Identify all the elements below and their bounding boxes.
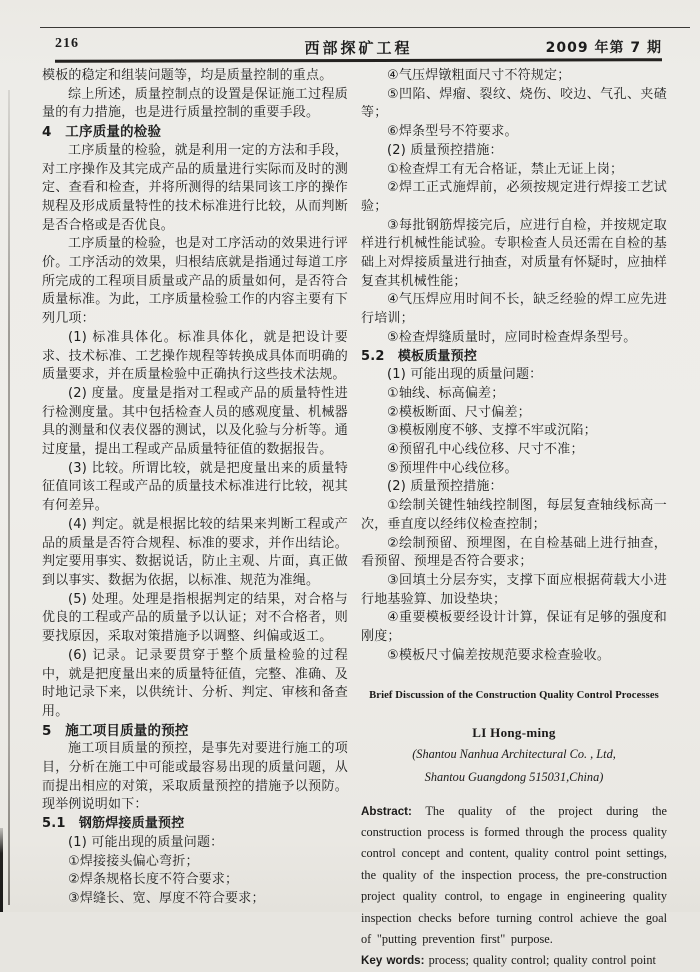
list-item: ②绘制预留、预埋图，在自检基础上进行抽查，看预留、预埋是否符合要求； — [361, 535, 667, 570]
list-item: ③焊缝长、宽、厚度不符合要求； — [68, 890, 265, 906]
list-item: ①轴线、标高偏差； — [387, 385, 505, 401]
section-heading-4: 4 工序质量的检验 — [42, 124, 162, 141]
list-item: ⑥焊条型号不符要求。 — [387, 124, 518, 140]
list-item: (5) 处理。处理是指根据判定的结果，对合格与优良的工程或产品的质量予以认证；对不合格者，则要找原因，采取对策措施予以调整、纠偏或返工。 — [42, 591, 348, 645]
list-item: ④气压焊应用时间不长，缺乏经验的焊工应先进行培训； — [361, 292, 667, 327]
list-item: (2) 度量。度量是指对工程或产品的质量特性进行检测度量。其中包括检查人员的感观度量、机械器具的测量和仪表仪器的测试，以及化验与分析等。通过度量，提出工程或产品质量特征值的数据报告。 — [42, 385, 348, 458]
list-item: (1) 可能出现的质量问题： — [387, 367, 543, 383]
author-name: LI Hong-ming — [472, 724, 556, 740]
list-item: ①检查焊工有无合格证，禁止无证上岗； — [387, 161, 624, 177]
paragraph-continuation: 模板的稳定和组装问题等，均是质量控制的重点。 — [42, 68, 333, 83]
list-item: (6) 记录。记录要贯穿于整个质量检验的过程中，就是把度量出来的质量特征值，完整、准确、及时地记录下来，以供统计、分析、判定、审核和备查用。 — [42, 647, 348, 719]
subsection-heading-5-1: 5.1 钢筋焊接质量预控 — [42, 816, 185, 832]
page-number: 216 — [55, 36, 79, 51]
list-item: ③每批钢筋焊接完后，应进行自检，并按规定取样进行机械性能试验。专职检查人员还需在自检的基础上对焊接质量进行抽查，对质量有怀疑时，应抽样复查其机械性能； — [361, 217, 667, 289]
list-item: ⑤模板尺寸偏差按规范要求检查验收。 — [387, 647, 611, 663]
issue-label: 2009 年第 7 期 — [545, 40, 662, 56]
list-item: (2) 质量预控措施： — [387, 479, 503, 495]
list-item: (1) 标准具体化。标准具体化，就是把设计要求、技术标准、工艺操作规程等转换成具体而明确的质量要求，并在质量检验中正确执行这些技术法规。 — [42, 329, 348, 383]
header-rule-top — [40, 27, 690, 28]
paragraph: 综上所述，质量控制点的设置是保证施工过程质量的有力措施，也是进行质量控制的重要手段。 — [42, 86, 348, 121]
abstract-label: Abstract: — [361, 804, 412, 818]
list-item: ④气压焊镦粗面尺寸不符规定； — [387, 68, 571, 83]
list-item: ③回填土分层夯实，支撑下面应根据荷载大小进行地基验算、加设垫块； — [361, 572, 667, 607]
journal-title: 西部探矿工程 — [304, 39, 413, 57]
list-item: ⑤预埋件中心线位移。 — [387, 460, 518, 476]
section-heading-5: 5 施工项目质量的预控 — [42, 722, 189, 739]
left-column — [42, 67, 348, 972]
right-column — [361, 67, 667, 972]
article-body — [42, 67, 666, 972]
paragraph: 工序质量的检验，也是对工序活动的效果进行评价。工序活动的效果，归根结底就是指通过每道工序所完成的工程项目质量或产品的质量如何，是否符合质量标准。为此，工序质量检验工作的内容主要有下列几项： — [42, 236, 348, 327]
paragraph: 施工项目质量的预控，是事先对要进行施工的项目，分析在施工中可能或最容易出现的质量问题，从而提出相应的对策，采取质量预控的措施予以预防。现举例说明如下： — [42, 741, 348, 813]
english-abstract-section — [361, 690, 667, 972]
list-item: ④重要模板要经设计计算，保证有足够的强度和刚度； — [361, 610, 667, 645]
list-item: ⑤检查焊缝质量时，应同时检查焊条型号。 — [387, 329, 637, 345]
keywords-label: Key words: — [361, 954, 425, 968]
list-item: (2) 质量预控措施： — [387, 142, 503, 158]
keywords-text: process; quality control; quality control point — [428, 953, 656, 968]
list-item: ②模板断面、尺寸偏差； — [387, 404, 531, 420]
affiliation-line-1: (Shantou Nanhua Architectural Co. , Ltd, — [412, 746, 616, 761]
list-item: (3) 比较。所谓比较，就是把度量出来的质量特征值同该工程或产品的质量技术标准进行比较，视其有何差异。 — [42, 460, 348, 514]
english-title: Brief Discussion of the Construction Quality Control Processes — [369, 689, 659, 701]
list-item: ②焊条规格长度不符合要求； — [68, 872, 239, 888]
list-item: ③模板刚度不够、支撑不牢或沉陷； — [387, 423, 597, 439]
list-item: (4) 判定。就是根据比较的结果来判断工程或产品的质量是否符合规程、标准的要求，并作出结论。判定要用事实、数据说话，防止主观、片面，真正做到以事实、数据为依据，以标准、规范为准绳。 — [42, 516, 348, 588]
paragraph: 工序质量的检验，就是利用一定的方法和手段，对工序操作及其完成产品的质量进行实际而及时的测定、查看和检查，并将所测得的结果同该工序的操作规程及形成质量特性的技术标准进行比较，从而判断是否合格或是否优良。 — [42, 142, 348, 233]
right-column-cjk — [361, 67, 667, 666]
list-item: ④预留孔中心线位移、尺寸不准； — [387, 442, 584, 458]
keywords-line — [361, 950, 667, 971]
subsection-heading-5-2: 5.2 模板质量预控 — [361, 348, 478, 364]
abstract-paragraph — [361, 801, 667, 951]
list-item: (1) 可能出现的质量问题： — [68, 834, 224, 850]
scan-spine-line — [8, 90, 10, 905]
list-item: ①焊接接头偏心弯折； — [68, 853, 199, 869]
scan-edge-strip — [0, 828, 3, 912]
affiliation-line-2: Shantou Guangdong 515031,China) — [424, 769, 604, 784]
abstract-text: The quality of the project during the construction process is formed through the process quality control concept and content, quality control point settings, the quality of the inspection process, the pre-construction project quality control, to engage in engineering quality inspection checks before turning control achieve the goal of "putting prevention first" purpose. — [361, 803, 667, 946]
list-item: ①绘制关键性轴线控制图，每层复查轴线标高一次，垂直度以经纬仪检查控制； — [361, 498, 667, 532]
list-item: ⑤凹陷、焊瘤、裂纹、烧伤、咬边、气孔、夹碴等； — [361, 86, 667, 121]
list-item: ②焊工正式施焊前，必须按规定进行焊接工艺试验； — [361, 180, 667, 214]
